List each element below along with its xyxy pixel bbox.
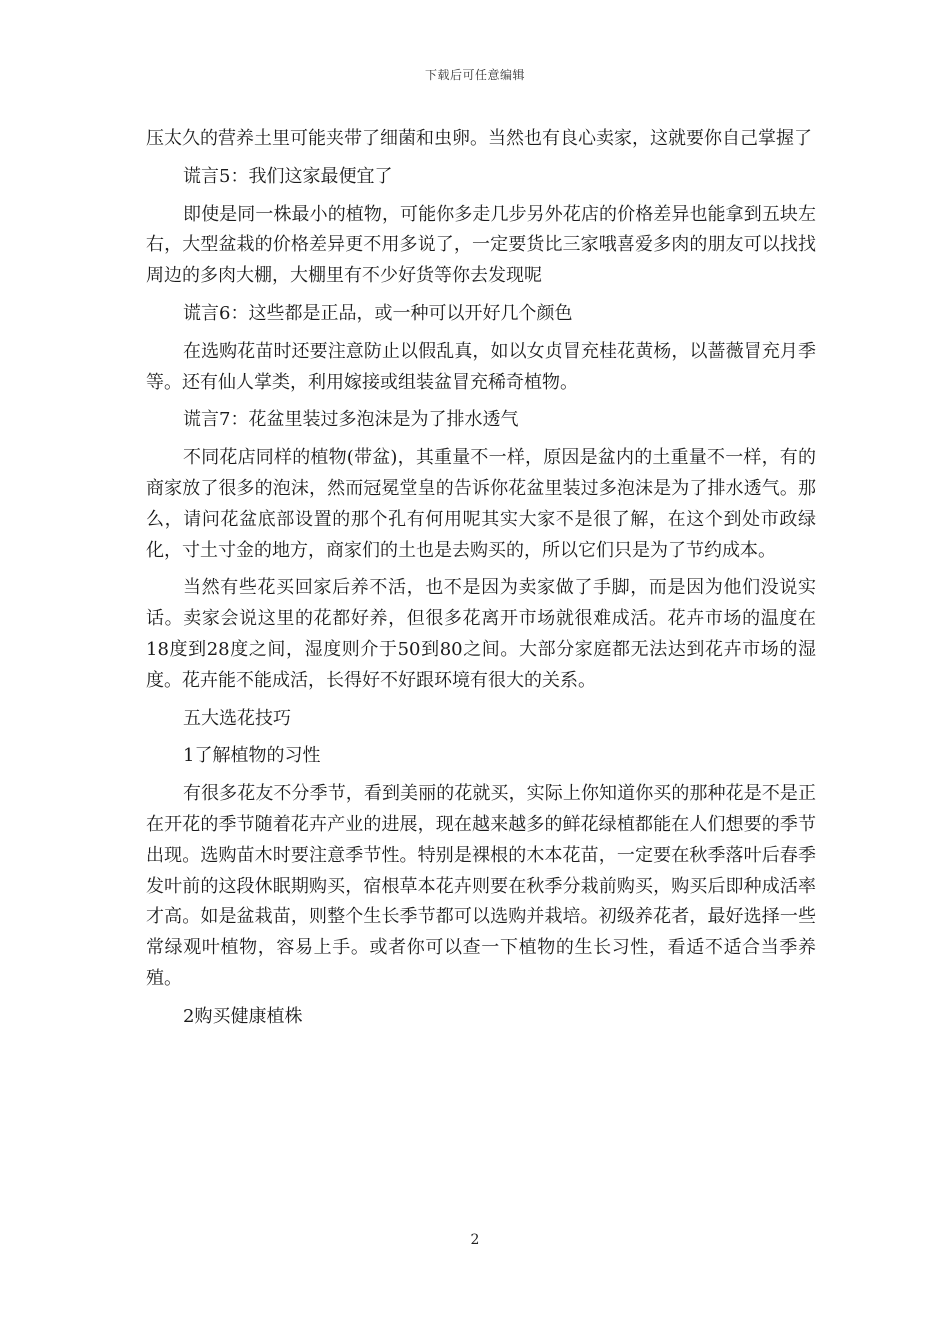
page-header: 下载后可任意编辑 xyxy=(424,68,525,82)
lie-6-heading: 谎言6：这些都是正品，或一种可以开好几个颜色 xyxy=(183,302,573,324)
tips-section-heading: 五大选花技巧 xyxy=(183,707,291,729)
paragraph-continuation: 压太久的营养土里可能夹带了细菌和虫卵。当然也有良心卖家，这就要你自己掌握了 xyxy=(146,128,812,149)
paragraph: 不同花店同样的植物(带盆)，其重量不一样，原因是盆内的土重量不一样，有的商家放了很多的泡沫，然而冠冕堂皇的告诉你花盆里装过多泡沫是为了排水透气。那么，请问花盆底部设置的那个孔有何用呢其实大家不是很了解，在这个到处市政绿化，寸土寸金的地方，商家们的土也是去购买的，所以它们只是为了节约成本。 xyxy=(146,447,816,561)
paragraph: 有很多花友不分季节，看到美丽的花就买，实际上你知道你买的那种花是不是正在开花的季节随着花卉产业的进展，现在越来越多的鲜花绿植都能在人们想要的季节出现。选购苗木时要注意季节性。特别是裸根的木本花苗，一定要在秋季落叶后春季发叶前的这段休眠期购买，宿根草本花卉则要在秋季分栽前购买，购买后即种成活率才高。如是盆栽苗，则整个生长季节都可以选购并栽培。初级养花者，最好选择一些常绿观叶植物，容易上手。或者你可以查一下植物的生长习性，看适不适合当季养殖。 xyxy=(146,783,816,989)
lie-7-heading: 谎言7：花盆里装过多泡沫是为了排水透气 xyxy=(183,409,519,431)
lie-5-heading: 谎言5：我们这家最便宜了 xyxy=(183,165,393,187)
paragraph: 即使是同一株最小的植物，可能你多走几步另外花店的价格差异也能拿到五块左右，大型盆栽的价格差异更不用多说了，一定要货比三家哦喜爱多肉的朋友可以找找周边的多肉大棚，大棚里有不少好货等你去发现呢 xyxy=(146,203,816,287)
tip-1-heading: 1了解植物的习性 xyxy=(183,745,321,767)
document-body xyxy=(146,124,816,1040)
page-number: 2 xyxy=(470,1232,480,1248)
paragraph: 在选购花苗时还要注意防止以假乱真，如以女贞冒充桂花黄杨，以蔷薇冒充月季等。还有仙人掌类，利用嫁接或组装盆冒充稀奇植物。 xyxy=(146,340,816,393)
paragraph: 当然有些花买回家后养不活，也不是因为卖家做了手脚，而是因为他们没说实话。卖家会说这里的花都好养，但很多花离开市场就很难成活。花卉市场的温度在18度到28度之间，湿度则介于50到80之间。大部分家庭都无法达到花卉市场的湿度。花卉能不能成活，长得好不好跟环境有很大的关系。 xyxy=(146,577,816,691)
tip-2-heading: 2购买健康植株 xyxy=(183,1005,303,1027)
